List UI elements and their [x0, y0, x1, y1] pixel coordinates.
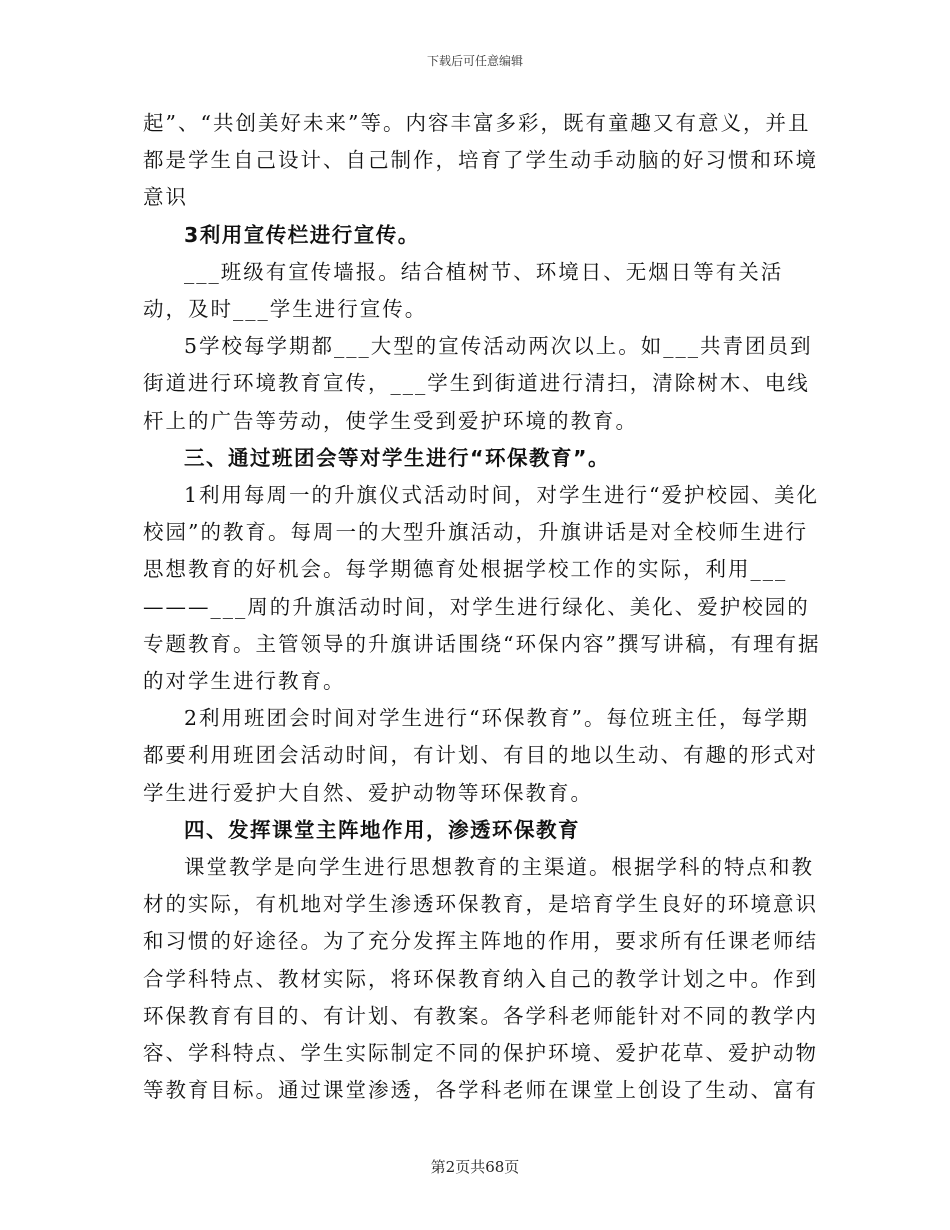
- subheading-bulletin-board: 3利用宣传栏进行宣传。: [184, 222, 420, 247]
- paragraph-flag-ceremony: 1利用每周一的升旗仪式活动时间，对学生进行“爱护校园、美化校园”的教育。每周一的大型升旗活动，升旗讲话是对全校师生进行思想教育的好机会。每学期德育处根据学校工作的实际，利用___———___周的升旗活动时间，对学生进行绿化、美化、爱护校园的专题教育。主管领导的升旗讲话围绕“环保内容”撰写讲稿，有理有据的对学生进行教育。: [143, 483, 821, 694]
- section-heading-3: 三、通过班团会等对学生进行“环保教育”。: [184, 445, 610, 470]
- page-footer: 第2页共68页: [430, 1158, 520, 1176]
- paragraph-class-meeting: 2利用班团会时间对学生进行“环保教育”。每位班主任，每学期都要利用班团会活动时间，有计划、有目的地以生动、有趣的形式对学生进行爱护大自然、爱护动物等环保教育。: [143, 706, 818, 805]
- paragraph-continuation: 起”、“共创美好未来”等。内容丰富多彩，既有童趣又有意义，并且都是学生自己设计、自己制作，培育了学生动手动脑的好习惯和环境意识: [143, 111, 818, 210]
- paragraph-school-activities: 5学校每学期都___大型的宣传活动两次以上。如___共青团员到街道进行环境教育宣传，___学生到街道进行清扫，清除树木、电线杆上的广告等劳动，使学生受到爱护环境的教育。: [143, 334, 813, 433]
- paragraph-classroom-teaching: 课堂教学是向学生进行思想教育的主渠道。根据学科的特点和教材的实际，有机地对学生渗透环保教育，是培育学生良好的环境意识和习惯的好途径。为了充分发挥主阵地的作用，要求所有任课老师结合学科特点、教材实际，将环保教育纳入自己的教学计划之中。作到环保教育有目的、有计划、有教案。各学科老师能针对不同的教学内容、学科特点、学生实际制定不同的保护环境、爱护花草、爱护动物等教育目标。通过课堂渗透，各学科老师在课堂上创设了生动、富有: [143, 855, 818, 1103]
- document-body: [143, 105, 823, 1109]
- paragraph-class-wall: ___班级有宣传墙报。结合植树节、环境日、无烟日等有关活动，及时___学生进行宣传。: [143, 259, 784, 322]
- section-heading-4: 四、发挥课堂主阵地作用，渗透环保教育: [184, 817, 580, 842]
- page-header: 下载后可任意编辑: [426, 54, 523, 68]
